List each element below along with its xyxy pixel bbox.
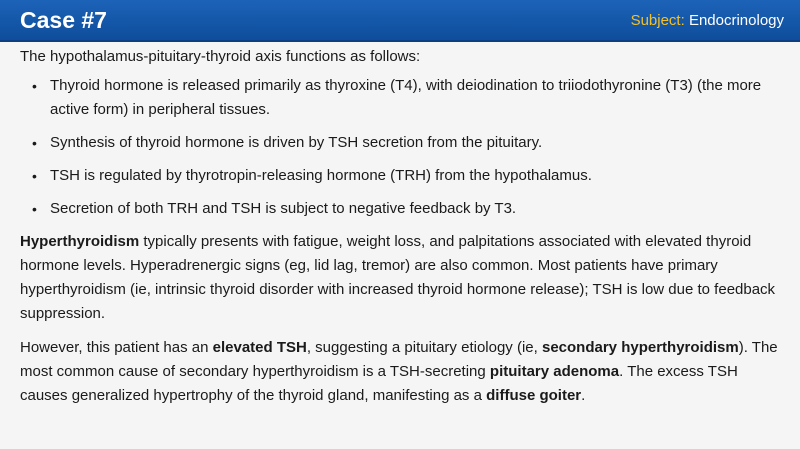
axis-bullet-list xyxy=(20,74,782,221)
list-item: • Thyroid hormone is released primarily as thyroxine (T4), with deiodination to triiodothyronine (T3) (the more active form) in peripheral tissues. xyxy=(32,74,782,122)
subject-tag xyxy=(631,12,784,29)
subject-value: Endocrinology xyxy=(688,12,784,29)
bold-term: elevated TSH xyxy=(212,339,307,356)
case-title: Case #7 xyxy=(20,7,107,33)
bullet-icon: • xyxy=(32,78,37,94)
hyperthyroidism-paragraph: Hyperthyroidism typically presents with fatigue, weight loss, and palpitations associated with elevated thyroid hormone levels. Hyperadrenergic signs (eg, lid lag, tremor) are also common. Most patients have primary hyperthyroidism (ie, intrinsic thyroid disorder with increased thyroid hormone release); TSH is low due to feedback suppression. xyxy=(20,233,776,322)
bullet-icon: • xyxy=(32,168,37,184)
bold-term: pituitary adenoma xyxy=(489,363,620,380)
list-item: • Synthesis of thyroid hormone is driven by TSH secretion from the pituitary. xyxy=(32,131,782,155)
bold-term: secondary hyperthyroidism xyxy=(541,339,739,356)
case-header xyxy=(0,0,800,42)
list-item: • TSH is regulated by thyrotropin-releasing hormone (TRH) from the hypothalamus. xyxy=(32,164,782,188)
bullet-icon: • xyxy=(32,201,37,217)
bold-term: diffuse goiter xyxy=(486,387,582,404)
bullet-icon: • xyxy=(32,135,37,151)
list-item: • Secretion of both TRH and TSH is subject to negative feedback by T3. xyxy=(32,197,782,221)
intro-text: The hypothalamus-pituitary-thyroid axis functions as follows: xyxy=(20,48,421,65)
secondary-paragraph: However, this patient has an elevated TSH, suggesting a pituitary etiology (ie, secondary hyperthyroidism). The most common cause of secondary hyperthyroidism is a TSH-secreting pituitary adenoma. The excess TSH causes generalized hypertrophy of the thyroid gland, manifesting as a diffuse goiter. xyxy=(20,339,778,404)
subject-label: Subject: xyxy=(630,12,685,29)
explanation-body xyxy=(20,45,782,418)
bold-term: Hyperthyroidism xyxy=(20,233,140,250)
